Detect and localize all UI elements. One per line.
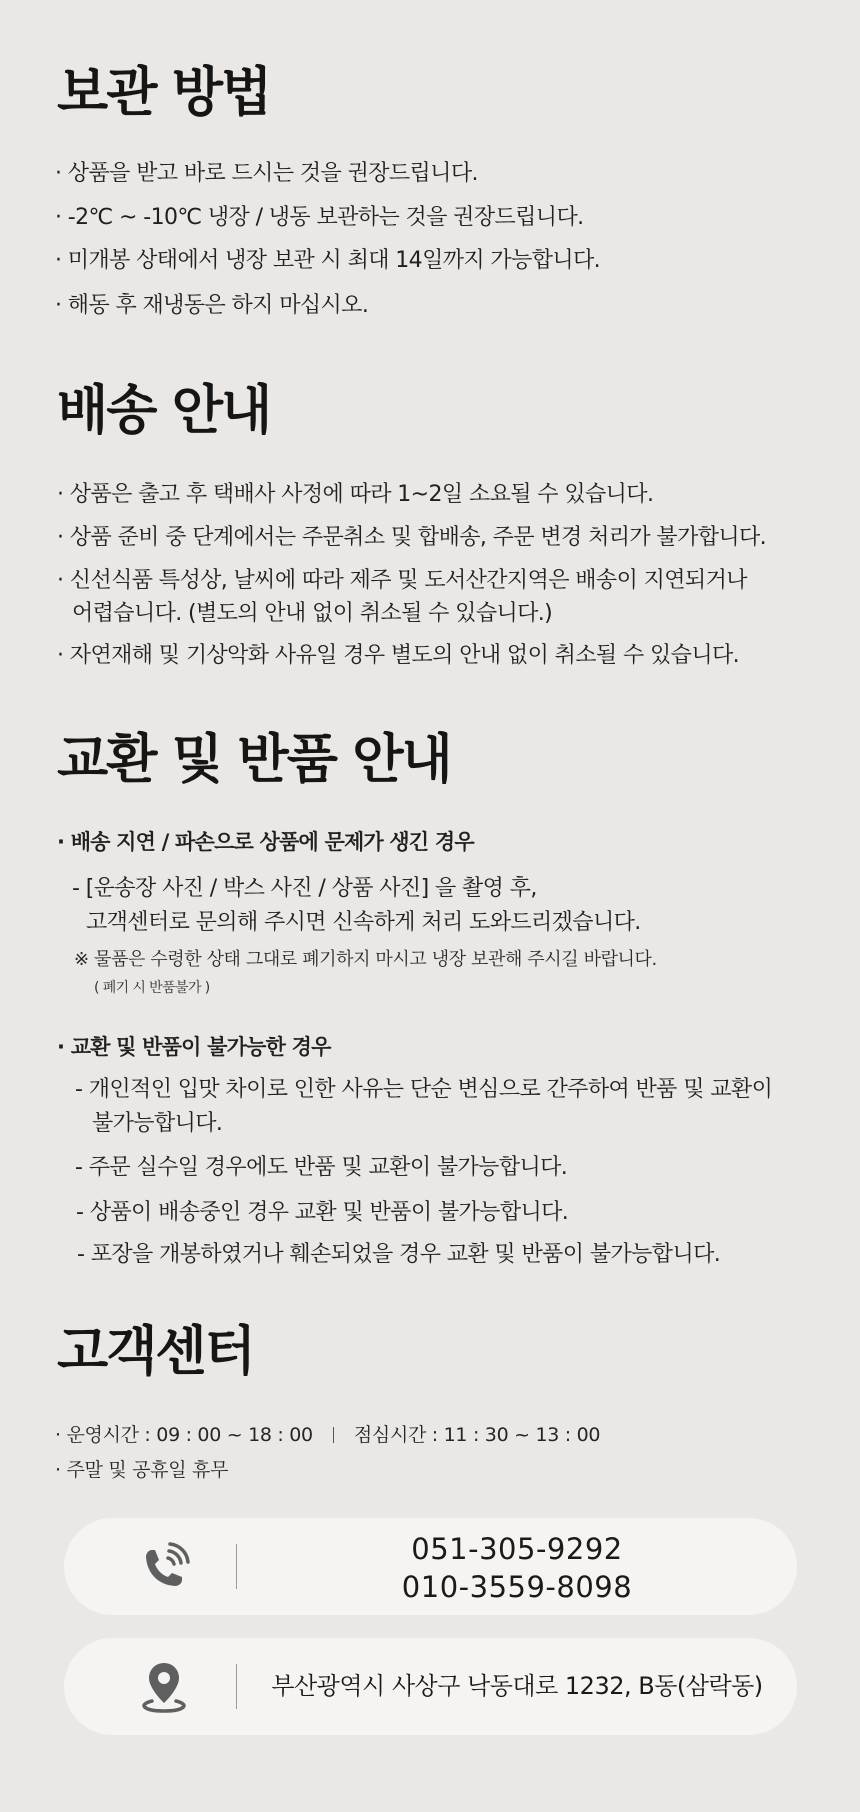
unavailable-line: - 포장을 개봉하였거나 훼손되었을 경우 교환 및 반품이 불가능합니다. — [77, 1242, 721, 1267]
separator — [333, 1427, 334, 1443]
hours-text: · 운영시간 : 09 : 00 ~ 18 : 00 — [55, 1424, 313, 1446]
storage-item: · 상품을 받고 바로 드시는 것을 권장드립니다. — [55, 161, 478, 186]
storage-item: · 해동 후 재냉동은 하지 마십시오. — [55, 293, 369, 318]
shipping-item: · 상품 준비 중 단계에서는 주문취소 및 합배송, 주문 변경 처리가 불가합니다. — [57, 525, 767, 550]
lunch-text: 점심시간 : 11 : 30 ~ 13 : 00 — [353, 1424, 601, 1446]
shipping-item-continued: 어렵습니다. (별도의 안내 없이 취소될 수 있습니다.) — [72, 601, 553, 626]
phone-number-2[interactable]: 010-3559-8098 — [401, 1570, 633, 1604]
operating-hours — [55, 1426, 600, 1445]
damage-line: - [운송장 사진 / 박스 사진 / 상품 사진] 을 촬영 후, — [72, 876, 537, 901]
damage-note: ※ 물품은 수령한 상태 그대로 폐기하지 마시고 냉장 보관해 주시길 바랍니다. — [74, 949, 657, 970]
customer-center-title: 고객센터 — [57, 1321, 254, 1382]
unavailable-line: - 개인적인 입맛 차이로 인한 사유는 단순 변심으로 간주하여 반품 및 교환이 — [75, 1077, 773, 1102]
storage-title: 보관 방법 — [57, 62, 271, 123]
address-card[interactable] — [64, 1638, 797, 1735]
unavailable-line: - 상품이 배송중인 경우 교환 및 반품이 불가능합니다. — [76, 1200, 569, 1225]
shipping-item: · 상품은 출고 후 택배사 사정에 따라 1~2일 소요될 수 있습니다. — [57, 482, 654, 507]
damage-heading: · 배송 지연 / 파손으로 상품에 문제가 생긴 경우 — [57, 830, 474, 854]
exchange-title: 교환 및 반품 안내 — [57, 729, 451, 790]
storage-item: · -2℃ ~ -10℃ 냉장 / 냉동 보관하는 것을 권장드립니다. — [55, 205, 584, 230]
phone-icon — [132, 1535, 196, 1599]
map-pin-icon — [132, 1655, 196, 1719]
shipping-item: · 신선식품 특성상, 날씨에 따라 제주 및 도서산간지역은 배송이 지연되거나 — [57, 568, 747, 593]
address-text[interactable]: 부산광역시 사상구 낙동대로 1232, B동(삼락동) — [271, 1672, 763, 1700]
holiday-text: · 주말 및 공휴일 휴무 — [55, 1459, 229, 1481]
storage-item: · 미개봉 상태에서 냉장 보관 시 최대 14일까지 가능합니다. — [55, 248, 601, 273]
unavailable-line: - 주문 실수일 경우에도 반품 및 교환이 불가능합니다. — [75, 1155, 568, 1180]
damage-note-sub: ( 폐기 시 반품불가 ) — [94, 980, 210, 996]
unavailable-line-continued: 불가능합니다. — [92, 1111, 223, 1136]
phone-card[interactable] — [64, 1518, 797, 1615]
shipping-title: 배송 안내 — [57, 380, 271, 441]
phone-number-1[interactable]: 051-305-9292 — [411, 1532, 623, 1566]
shipping-item: · 자연재해 및 기상악화 사유일 경우 별도의 안내 없이 취소될 수 있습니다. — [57, 643, 740, 668]
unavailable-heading: · 교환 및 반품이 불가능한 경우 — [57, 1035, 331, 1059]
damage-line-continued: 고객센터로 문의해 주시면 신속하게 처리 도와드리겠습니다. — [86, 910, 641, 935]
